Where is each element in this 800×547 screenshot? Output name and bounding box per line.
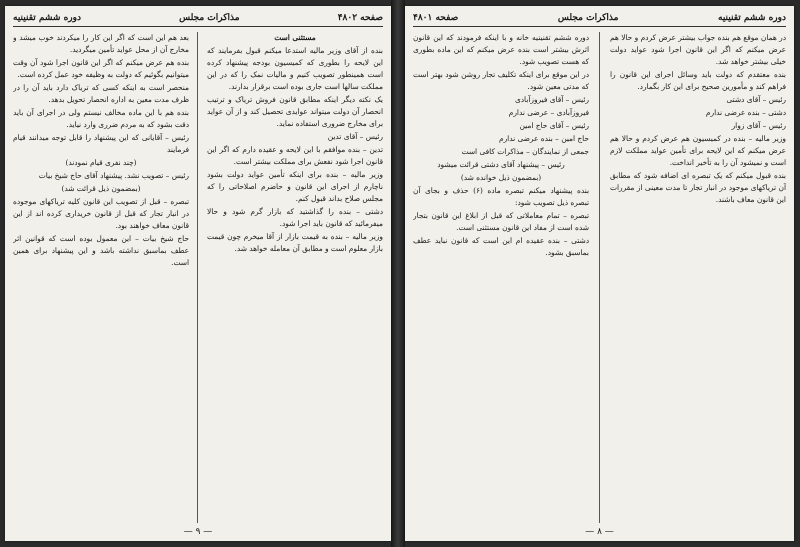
speaker-line: رئیس – آقای حاج امین [519,121,589,130]
left-header-page-label: صفحه ۴۸۰۲ [337,13,383,23]
paragraph: وزیر مالیه – بنده در کمیسیون هم عرض کردم و حالا هم عرض میکنم که این لایحه برای تأمین عواید مملکت لازم است و نمیشود آن را به تأخیر انداخت. [610,134,786,167]
paragraph: منحصر است به اینکه کسی که تریاک دارد باید آن را در ظرف مدت معین به اداره انحصار تحویل بدهد. [13,83,189,104]
paragraph: بنده هم عرض میکنم که اگر این قانون اجرا شود آن وقت میتوانیم بگوئیم که دولت به وظیفه خود عمل کرده است. [13,58,189,79]
paragraph: یک نکته دیگر اینکه مطابق قانون فروش تریاک و ترتیب انحصار آن دولت میتواند عوایدی تحصیل کند و از آن عواید برای مخارج ضروری استفاده نماید. [207,95,383,128]
right-page [405,6,794,541]
parenthetical: (چند نفری قیام نمودند) [65,158,137,167]
speaker-line: رئیس – آقای فیروزآبادی [514,95,589,104]
paragraph: بعد هم این است که اگر این کار را میکردند خوب میشد و مخارج آن از محل عواید تأمین میگردید. [13,33,189,54]
paragraph: بنده معتقدم که دولت باید وسائل اجرای این قانون را فراهم کند و مأمورین صحیح برای این کار بگمارد. [610,70,786,91]
right-page-left-column [413,32,589,523]
paragraph: فیروزآبادی – عرضی ندارم [508,108,589,117]
paragraph: وزیر مالیه – بنده برای اینکه تأمین عواید دولت بشود ناچارم از اجرای این قانون و حاضرم اصلاحاتی را که مجلس صلاح بداند قبول کنم. [207,170,383,203]
left-header-section: مذاکرات مجلس [179,13,240,23]
paragraph: در همان موقع هم بنده جواب بیشتر عرض کردم و حالا هم عرض میکنم که اگر این قانون اجرا شود عواید دولت خیلی بیشتر خواهد شد. [610,33,786,66]
left-page-right-column [207,32,383,523]
paragraph: بنده قبول میکنم که یک تبصره ای اضافه شود که مطابق آن تریاکهای موجود در انبار تجار تا مدت معینی از مقررات این قانون معاف باشند. [610,171,786,204]
parenthetical: (بمضمون ذیل قرائت شد) [61,184,141,193]
paragraph: در این موقع برای اینکه تکلیف تجار روشن شود بهتر است که مدتی معین شود. [413,70,589,91]
paragraph: بنده هم با این ماده مخالف نیستم ولی در اجرای آن باید دقت بشود که به مردم ضرری وارد نیاید. [13,108,189,129]
paragraph: مستثنی است [274,33,316,42]
right-page-header [413,10,786,27]
right-page-right-column [610,32,786,523]
paragraph: وزیر مالیه – بنده به قیمت بازار از آقا میخرم چون قیمت بازار معلوم است و مطابق آن معامله خواهد شد. [207,232,383,253]
speaker-line: رئیس – آقای زوار [731,121,786,130]
paragraph: دشتی – بنده را گذاشتید که بازار گرم شود و حالا میفرمائید که قانون باید اجرا شود. [207,207,383,228]
column-divider [599,32,600,523]
right-header-journal: دوره ششم تقنینیه [718,13,786,23]
left-page [5,6,391,541]
left-page-number: — ۹ — [183,527,213,537]
speaker-line: رئیس – تصویب نشد. پیشنهاد آقای حاج شیخ بیات [38,171,189,180]
paragraph: حاج شیخ بیات – این معمول بوده است که قوانین اثر عطف بماسبق نداشته باشد و این پیشنهاد برای همین است. [13,234,189,267]
right-header-section: مذاکرات مجلس [557,13,619,23]
left-page-left-column [13,32,189,523]
speaker-line: رئیس – آقای دشتی [726,95,786,104]
column-divider [197,32,198,523]
right-header-page-label: صفحه ۴۸۰۱ [413,13,459,23]
speaker-line: رئیس – پیشنهاد آقای دشتی قرائت میشود [437,160,565,169]
right-page-number: — ۸ — [585,527,614,537]
paragraph: تدین – بنده موافقم با این لایحه و عقیده دارم که اگر این قانون اجرا شود نفعش برای مملکت بیشتر است. [207,145,383,166]
paragraph: بنده از آقای وزیر مالیه استدعا میکنم قبول بفرمایند که این لایحه را بطوری که کمیسیون بودجه پیشنهاد کرده است همینطور تصویب کنیم و مالیات نمک را که در این مملکت سالها است جاری بوده است برقرار بدارند. [207,46,383,91]
speaker-line: رئیس – آقای تدین [327,132,383,141]
parenthetical: (بمضمون ذیل خوانده شد) [460,173,542,182]
paragraph: دوره ششم تقنینیه خانه و با اینکه فرمودند که این قانون اثرش بیشتر است بنده عرض میکنم که این ماده بطوری که هست تصویب شود. [413,33,589,66]
paragraph: دشتی – بنده عرضی ندارم [705,108,786,117]
speaker-line: رئیس – آقایانی که این پیشنهاد را قابل توجه میدانند قیام فرمایند [13,133,189,154]
paragraph: دشتی – بنده عقیده ام این است که قانون نباید عطف بماسبق بشود. [413,236,589,257]
left-page-header [13,10,383,27]
paragraph: جمعی از نمایندگان – مذاکرات کافی است [461,147,589,156]
left-header-journal: دوره ششم تقنینیه [13,13,81,23]
book-gutter [391,0,405,547]
paragraph: حاج امین – بنده عرضی ندارم [499,134,589,143]
paragraph: بنده پیشنهاد میکنم تبصره ماده (۶) حذف و بجای آن تبصره ذیل تصویب شود: [413,186,589,207]
paragraph: تبصره – قبل از تصویب این قانون کلیه تریاکهای موجوده در انبار تجار که قبل از قانون خریداری کرده اند از این قانون معاف خواهند بود. [13,197,189,230]
paragraph: تبصره – تمام معاملاتی که قبل از ابلاغ این قانون بتجار شده است از مفاد این قانون مستثنی است. [413,211,589,232]
